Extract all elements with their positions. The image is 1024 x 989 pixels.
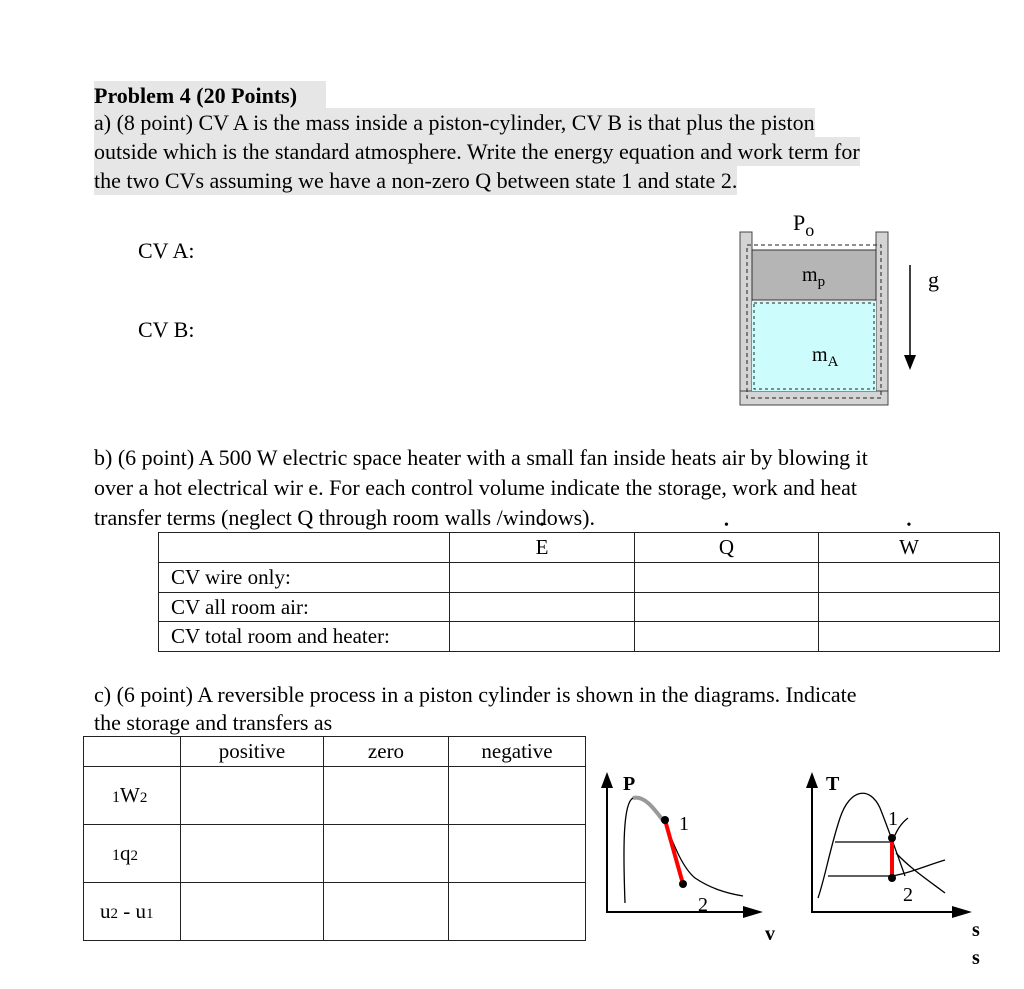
- pv-x-label: v: [765, 923, 775, 943]
- cell-total-e[interactable]: [450, 622, 635, 652]
- ts-diagram: [800, 768, 1000, 973]
- gravity-arrowhead: [904, 355, 916, 370]
- part-b-table: [158, 532, 1000, 652]
- row-label-wire: CV wire only:: [159, 563, 450, 593]
- ts-stray-label: s: [972, 947, 980, 969]
- pv-y-arrowhead: [601, 772, 613, 788]
- part-b-line-1: b) (6 point) A 500 W electric space heater with a small fan inside heats air by blowing it: [94, 445, 868, 470]
- row-label-du: u2 - u1: [84, 883, 181, 941]
- problem-title: Problem 4 (20 Points): [94, 81, 326, 110]
- header-blank: [159, 533, 450, 563]
- ts-state-2-dot: [888, 874, 896, 882]
- row-label-1w2: 1W2: [84, 767, 181, 825]
- pv-state-2-dot: [679, 880, 687, 888]
- cell-air-q[interactable]: [635, 593, 819, 622]
- row-label-total: CV total room and heater:: [159, 622, 450, 652]
- ts-state-1-dot: [888, 834, 896, 842]
- ts-x-label: s: [972, 919, 980, 941]
- cell-wire-e[interactable]: [450, 563, 635, 593]
- ts-x-arrowhead: [952, 906, 972, 918]
- cv-a-label: CV A:: [138, 238, 195, 263]
- g-label: g: [928, 267, 939, 292]
- cell-1w2-positive[interactable]: [181, 767, 324, 825]
- cylinder-right-wall: [876, 232, 888, 405]
- cell-du-zero[interactable]: [324, 883, 449, 941]
- cell-du-positive[interactable]: [181, 883, 324, 941]
- cell-total-q[interactable]: [635, 622, 819, 652]
- cell-1w2-zero[interactable]: [324, 767, 449, 825]
- cell-wire-w[interactable]: [819, 563, 1000, 593]
- row-label-room-air: CV all room air:: [159, 593, 450, 622]
- cv-b-label: CV B:: [138, 317, 195, 342]
- cell-1w2-negative[interactable]: [449, 767, 586, 825]
- ts-y-arrowhead: [806, 772, 818, 788]
- c-header-negative: negative: [449, 737, 586, 767]
- ts-state-1-label: 1: [888, 808, 898, 830]
- pv-dome-shade: [633, 798, 665, 823]
- pv-state-1-label: 1: [679, 813, 689, 835]
- part-a-line-3: the two CVs assuming we have a non-zero Q between state 1 and state 2.: [94, 168, 738, 193]
- part-a-line-2: outside which is the standard atmosphere. Write the energy equation and work term for: [94, 139, 860, 164]
- part-c-table: [83, 736, 586, 941]
- cylinder-left-wall: [740, 232, 752, 405]
- part-c-line-2: the storage and transfers as: [94, 710, 333, 735]
- part-b-line-3: transfer terms (neglect Q through room walls /windows).: [94, 505, 595, 530]
- cell-1q2-positive[interactable]: [181, 825, 324, 883]
- header-e: • E: [450, 533, 635, 563]
- cell-air-e[interactable]: [450, 593, 635, 622]
- header-q: • Q: [635, 533, 819, 563]
- pv-diagram: [595, 768, 795, 943]
- c-header-positive: positive: [181, 737, 324, 767]
- ts-y-label: T: [826, 773, 840, 795]
- header-w: • W: [819, 533, 1000, 563]
- cell-1q2-zero[interactable]: [324, 825, 449, 883]
- part-c-line-1: c) (6 point) A reversible process in a piston cylinder is shown in the diagrams. Indicate: [94, 682, 857, 707]
- pv-state-1-dot: [661, 816, 669, 824]
- cell-wire-q[interactable]: [635, 563, 819, 593]
- piston-cylinder-figure: [730, 205, 950, 410]
- part-b-line-2: over a hot electrical wir e. For each control volume indicate the storage, work and heat: [94, 475, 857, 500]
- ts-state-2-label: 2: [903, 884, 913, 906]
- ma-label: $m_A$: [812, 344, 839, 370]
- c-header-blank: [84, 737, 181, 767]
- p0-label: $P_o$: [793, 210, 815, 240]
- cell-du-negative[interactable]: [449, 883, 586, 941]
- cell-air-w[interactable]: [819, 593, 1000, 622]
- pv-state-2-label: 2: [698, 894, 708, 916]
- mp-label: $m_p$: [802, 264, 826, 290]
- row-label-1q2: 1q2: [84, 825, 181, 883]
- pv-y-label: P: [623, 773, 636, 795]
- cell-total-w[interactable]: [819, 622, 1000, 652]
- c-header-zero: zero: [324, 737, 449, 767]
- cell-1q2-negative[interactable]: [449, 825, 586, 883]
- pv-x-arrowhead: [743, 906, 763, 918]
- part-a-line-1: a) (8 point) CV A is the mass inside a piston-cylinder, CV B is that plus the piston: [94, 110, 815, 135]
